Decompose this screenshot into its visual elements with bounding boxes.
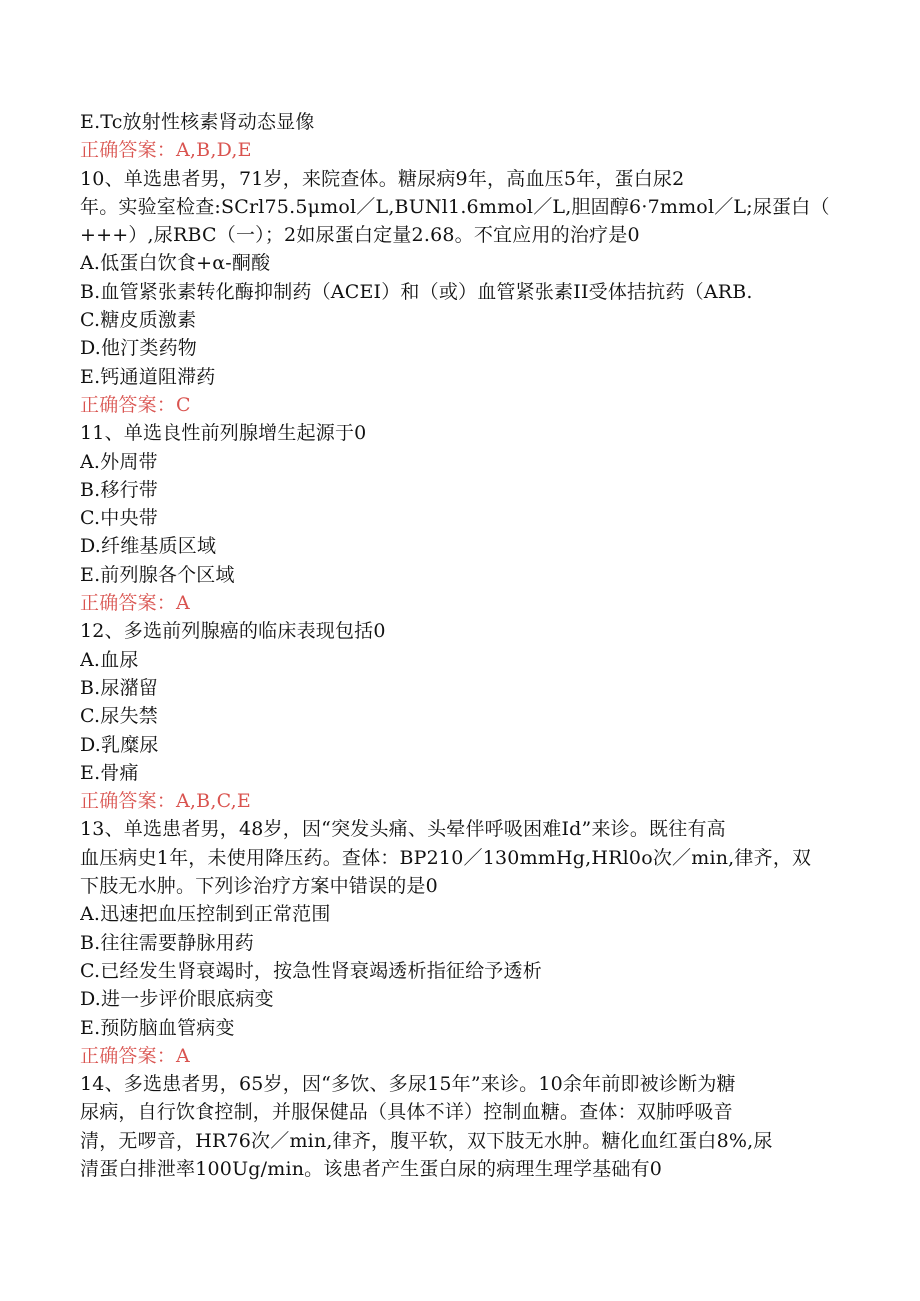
text-line: 12、多选前列腺癌的临床表现包括0: [80, 620, 386, 643]
text-line: E.前列腺各个区域: [80, 563, 235, 586]
text-line: +++）,尿RBC（一）；2如尿蛋白定量2.68。不宜应用的治疗是0: [80, 224, 640, 247]
text-line: C.中央带: [80, 507, 158, 530]
text-line: 11、单选良性前列腺增生起源于0: [80, 422, 367, 445]
text-line: 下肢无水肿。下列诊治疗方案中错误的是0: [80, 875, 438, 898]
text-line: A.血尿: [80, 648, 139, 671]
answer-line: [80, 136, 850, 164]
answer-value: A: [176, 1044, 190, 1067]
answer-line: [80, 1042, 850, 1070]
answer-label: 正确答案：: [80, 1044, 177, 1067]
text-line: 13、单选患者男，48岁，因“突发头痛、头晕伴呼吸困难Id”来诊。既往有高: [80, 818, 726, 841]
text-line: C.尿失禁: [80, 705, 158, 728]
text-line: E.预防脑血管病变: [80, 1016, 235, 1039]
text-line: 10、单选患者男，71岁，来院查体。糖尿病9年，高血压5年，蛋白尿2: [80, 167, 685, 190]
text-line: 尿病，自行饮食控制，并服保健品（具体不详）控制血糖。查体：双肺呼吸音: [80, 1101, 733, 1124]
text-line: 年。实验室检查:SCrl75.5μmol／L,BUNl1.6mmol／L,胆固醇6·7mmol／L;尿蛋白（: [80, 195, 830, 218]
text-line: B.尿潴留: [80, 676, 159, 699]
text-line: C.糖皮质激素: [80, 309, 197, 332]
text-line: A.低蛋白饮食+α-酮酸: [80, 252, 271, 275]
answer-label: 正确答案：: [80, 790, 177, 813]
answer-label: 正确答案：: [80, 592, 177, 615]
text-line: A.外周带: [80, 450, 158, 473]
text-line: C.已经发生肾衰竭时，按急性肾衰竭透析指征给予透析: [80, 959, 542, 982]
text-line: E.骨痛: [80, 761, 139, 784]
answer-line: [80, 589, 850, 617]
text-line: B.移行带: [80, 478, 159, 501]
text-line: 血压病史1年，未使用降压药。查体：BP210／130mmHg,HRl0o次／min,律齐，双: [80, 846, 812, 869]
answer-value: A,B,D,E: [176, 139, 252, 162]
answer-value: A: [176, 592, 190, 615]
text-line: E.钙通道阻滞药: [80, 365, 216, 388]
text-line: D.纤维基质区域: [80, 535, 217, 558]
text-line: 14、多选患者男，65岁，因“多饮、多尿15年”来诊。10余年前即被诊断为糖: [80, 1073, 736, 1096]
answer-label: 正确答案：: [80, 393, 177, 416]
answer-label: 正确答案：: [80, 139, 177, 162]
answer-value: C: [176, 393, 191, 416]
text-line: E.Tc放射性核素肾动态显像: [80, 111, 315, 133]
text-line: A.迅速把血压控制到正常范围: [80, 903, 331, 926]
text-line: 清，无啰音，HR76次／min,律齐，腹平软，双下肢无水肿。糖化血红蛋白8%,尿: [80, 1129, 773, 1152]
text-line: D.进一步评价眼底病变: [80, 988, 274, 1011]
text-line: 清蛋白排泄率100Ug/min。该患者产生蛋白尿的病理生理学基础有0: [80, 1157, 663, 1180]
answer-line: [80, 787, 850, 815]
text-line: D.他汀类药物: [80, 337, 197, 360]
text-line: B.往往需要静脉用药: [80, 931, 255, 954]
text-line: B.血管紧张素转化酶抑制药（ACEI）和（或）血管紧张素II受体拮抗药（ARB.: [80, 280, 753, 303]
text-line: D.乳糜尿: [80, 733, 159, 756]
answer-value: A,B,C,E: [176, 790, 251, 813]
answer-line: [80, 391, 850, 419]
